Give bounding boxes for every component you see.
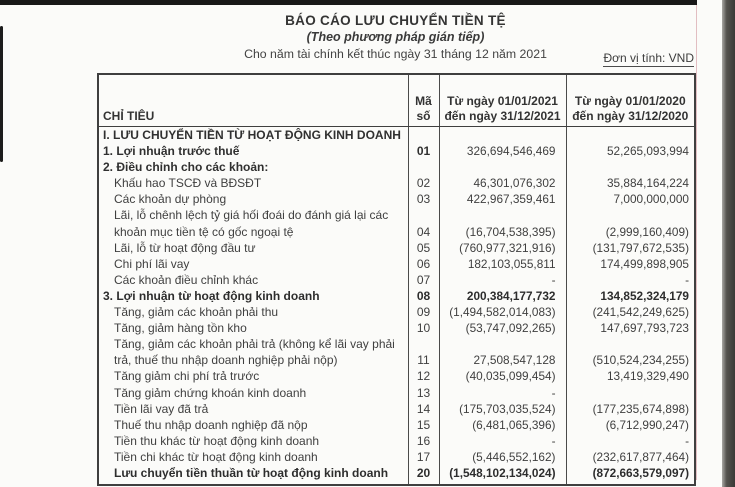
table-row-net-operating-cash-flow	[98, 465, 695, 485]
row-label: 1. Lợi nhuận trước thuế	[103, 144, 240, 159]
row-label: Tăng giảm chi phí trả trước	[114, 369, 260, 384]
left-scan-edge	[0, 26, 3, 162]
col-header-code-line1: Mã	[415, 94, 432, 108]
row-code	[408, 159, 439, 175]
row-value-2020: (6,712,990,247)	[566, 417, 695, 433]
row-label: Thuế thu nhập doanh nghiệp đã nộp	[114, 417, 308, 432]
cash-flow-table	[97, 73, 696, 486]
row-value-2021: -	[439, 433, 566, 449]
row-code: 11	[408, 336, 439, 368]
report-period: Cho năm tài chính kết thúc ngày 31 tháng 12 năm 2021	[244, 47, 547, 61]
row-label: Các khoản dự phòng	[114, 192, 227, 207]
row-value-2021: (175,703,035,524)	[439, 401, 566, 417]
row-value-2021: 422,967,359,461	[439, 191, 566, 207]
row-label: Tiền lãi vay đã trả	[114, 401, 209, 416]
report-title: BÁO CÁO LƯU CHUYỂN TIỀN TỆ	[285, 13, 506, 28]
row-label: Tiền thu khác từ hoạt động kinh doanh	[114, 433, 320, 448]
report-subtitle: (Theo phương pháp gián tiếp)	[306, 30, 485, 44]
row-value-2020: (872,663,579,097)	[566, 465, 695, 485]
scan-artifact-line	[696, 0, 697, 480]
table-row	[98, 143, 695, 159]
table-row	[98, 368, 695, 384]
table-body	[98, 127, 695, 486]
row-label: Tăng, giảm các khoản phải trả (không kể lãi vay phải trả, thuế thu nhập doanh nghiệp phải nộp)	[114, 337, 395, 368]
col-header-criteria: CHỈ TIÊU	[98, 74, 408, 127]
row-code: 14	[408, 401, 439, 417]
row-code: 20	[408, 465, 439, 485]
period-2020-line2: đến ngày 31/12/2020	[572, 108, 689, 123]
table-row	[98, 256, 695, 272]
row-value-2020: 13,419,329,490	[566, 368, 695, 384]
col-header-period-2020	[566, 74, 695, 127]
row-code: 16	[408, 433, 439, 449]
unit-label: Đơn vị tính: VND	[603, 51, 694, 65]
period-2021-line2: đến ngày 31/12/2021	[444, 108, 561, 123]
header-row	[98, 74, 695, 127]
table-row	[98, 320, 695, 336]
table-row	[98, 433, 695, 449]
period-2021-line1: Từ ngày 01/01/2021	[447, 94, 558, 108]
row-label: Chi phí lãi vay	[114, 256, 190, 271]
row-value-2020: (177,235,674,898)	[566, 401, 695, 417]
table-row	[98, 175, 695, 191]
col-header-code-line2: số	[416, 108, 431, 123]
table-row-section-operating	[98, 127, 695, 144]
row-value-2020: (2,999,160,409)	[566, 207, 695, 239]
row-code: 06	[408, 256, 439, 272]
table-row	[98, 288, 695, 304]
row-label: Tăng, giảm hàng tồn kho	[114, 321, 247, 336]
row-code: 08	[408, 288, 439, 304]
row-value-2021: (1,548,102,134,024)	[439, 465, 566, 485]
table-row	[98, 207, 695, 239]
table-row	[98, 401, 695, 417]
right-scan-edge	[722, 0, 735, 487]
row-value-2020: -	[566, 433, 695, 449]
row-value-2020: 7,000,000,000	[566, 191, 695, 207]
table-row	[98, 304, 695, 320]
row-value-2021: (53,747,092,265)	[439, 320, 566, 336]
row-value-2021: -	[439, 272, 566, 288]
row-value-2021: (40,035,099,454)	[439, 368, 566, 384]
row-code: 10	[408, 320, 439, 336]
row-label: Lưu chuyển tiền thuần từ hoạt động kinh doanh	[114, 465, 389, 480]
table-row	[98, 240, 695, 256]
row-code: 03	[408, 191, 439, 207]
row-label: Lãi, lỗ chênh lệch tỷ giá hối đoái do đánh giá lại các khoản mục tiền tệ có gốc ngoại tệ	[114, 208, 389, 239]
row-label: I. LƯU CHUYỂN TIỀN TỪ HOẠT ĐỘNG KINH DOANH	[103, 128, 401, 142]
row-value-2021	[439, 127, 566, 144]
row-code	[408, 127, 439, 144]
row-value-2021	[439, 159, 566, 175]
row-label: 2. Điều chỉnh cho các khoản:	[103, 160, 269, 175]
table-row	[98, 417, 695, 433]
period-2020-line1: Từ ngày 01/01/2020	[574, 94, 686, 108]
row-code: 12	[408, 368, 439, 384]
row-value-2020: (232,617,877,464)	[566, 449, 695, 465]
row-value-2021: (1,494,582,014,083)	[439, 304, 566, 320]
row-label: Tiền chi khác từ hoạt động kinh doanh	[114, 449, 318, 464]
table-row	[98, 159, 695, 175]
row-value-2020	[566, 127, 695, 144]
row-value-2020: 134,852,324,179	[566, 288, 695, 304]
row-label: Tăng, giảm các khoản phải thu	[114, 305, 279, 320]
row-code: 09	[408, 304, 439, 320]
table-row	[98, 191, 695, 207]
row-value-2020: 174,499,898,905	[566, 256, 695, 272]
row-value-2021: 182,103,055,811	[439, 256, 566, 272]
row-code: 13	[408, 385, 439, 401]
row-label: Lãi, lỗ từ hoạt động đầu tư	[114, 240, 256, 255]
row-value-2021: (16,704,538,395)	[439, 207, 566, 239]
row-value-2021: 46,301,076,302	[439, 175, 566, 191]
row-value-2021: (6,481,065,396)	[439, 417, 566, 433]
row-code: 17	[408, 449, 439, 465]
row-label: Khấu hao TSCĐ và BĐSĐT	[114, 176, 262, 191]
row-label: Tăng giảm chứng khoán kinh doanh	[114, 385, 307, 400]
table-row	[98, 449, 695, 465]
row-value-2020	[566, 385, 695, 401]
row-code: 15	[408, 417, 439, 433]
row-code: 07	[408, 272, 439, 288]
row-value-2021: 27,508,547,128	[439, 336, 566, 368]
row-value-2020: (241,542,249,625)	[566, 304, 695, 320]
table-row	[98, 385, 695, 401]
table-header	[98, 74, 695, 127]
row-code: 01	[408, 143, 439, 159]
top-scan-bar	[0, 0, 697, 5]
row-value-2020: (131,797,672,535)	[566, 240, 695, 256]
row-value-2020: (510,524,234,255)	[566, 336, 695, 368]
row-value-2021: (760,977,321,916)	[439, 240, 566, 256]
row-value-2020	[566, 159, 695, 175]
row-value-2020: 147,697,793,723	[566, 320, 695, 336]
row-code: 04	[408, 207, 439, 239]
row-label: 3. Lợi nhuận từ hoạt động kinh doanh	[103, 288, 320, 303]
col-header-period-2021	[439, 74, 566, 127]
row-label: Các khoản điều chỉnh khác	[114, 272, 259, 287]
table-row	[98, 272, 695, 288]
row-value-2021: (5,446,552,162)	[439, 449, 566, 465]
table-row	[98, 336, 695, 368]
col-header-code	[408, 74, 439, 127]
row-value-2021: 326,694,546,469	[439, 143, 566, 159]
row-code: 05	[408, 240, 439, 256]
row-value-2021: 200,384,177,732	[439, 288, 566, 304]
row-value-2020: -	[566, 272, 695, 288]
row-value-2020: 52,265,093,994	[566, 143, 695, 159]
row-code: 02	[408, 175, 439, 191]
row-value-2020: 35,884,164,224	[566, 175, 695, 191]
row-value-2021: -	[439, 385, 566, 401]
